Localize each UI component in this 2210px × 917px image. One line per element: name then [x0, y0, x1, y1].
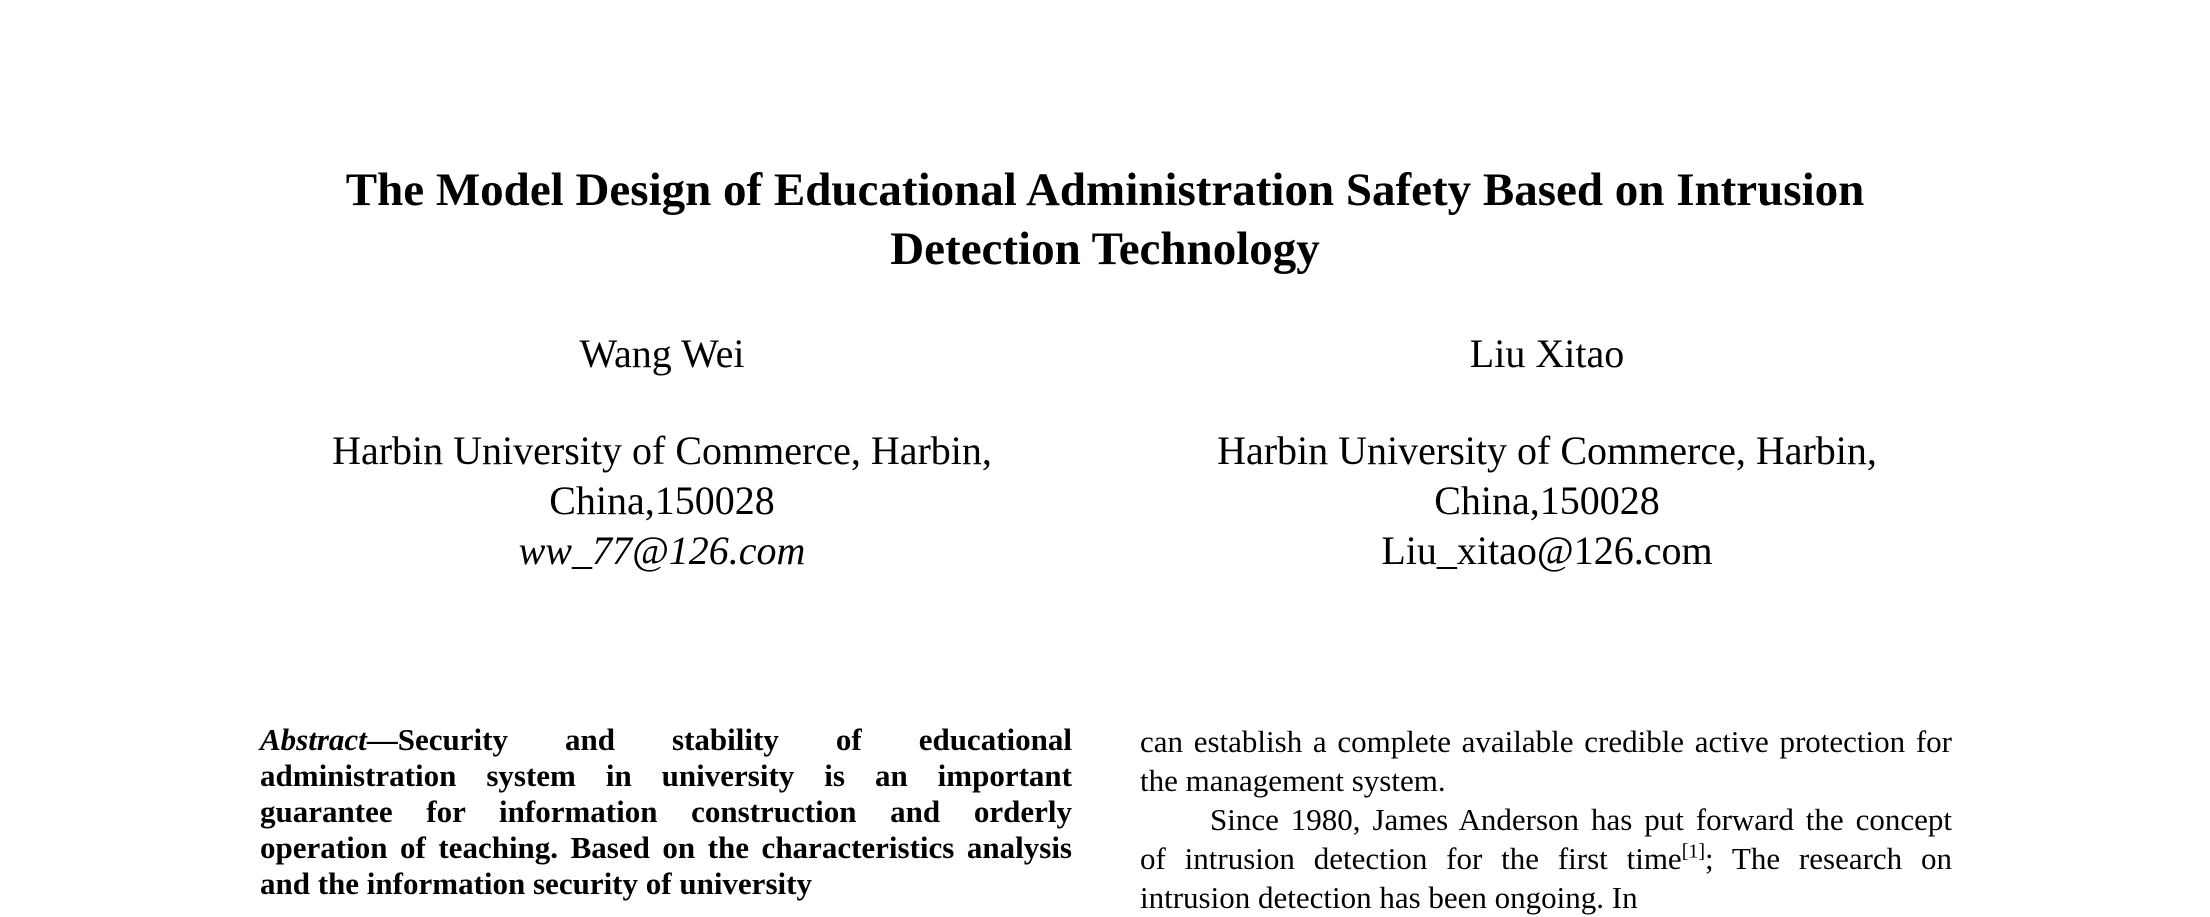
author-email: Liu_xitao@126.com — [1381, 528, 1713, 573]
body-paragraph-2-text-b: ; The research on intrusion detection has been ongoing. In — [1140, 841, 1952, 915]
abstract-text: Security and stability of educational administration system in university is an important guarantee for information construction and orderly operation of teaching. Based on the characteristics analysis and the information security of university — [260, 722, 1072, 901]
author-name: Liu Xitao — [1469, 331, 1625, 376]
author-block-1 — [212, 328, 1112, 576]
abstract-column — [260, 722, 1072, 902]
body-paragraph-1: can establish a complete available credible active protection for the management system. — [1140, 724, 1952, 798]
citation-reference: [1] — [1681, 840, 1706, 863]
abstract-paragraph — [260, 722, 1072, 902]
body-paragraph-2 — [1140, 800, 1952, 917]
body-column-right — [1140, 722, 1952, 917]
body-paragraph-2-text-a: Since 1980, James Anderson has put forward the concept of intrusion detection for the first time — [1140, 802, 1952, 876]
paper-title-line-1: The Model Design of Educational Administration Safety Based on Intrusion — [345, 164, 1865, 216]
abstract-label: Abstract — [260, 722, 367, 757]
author-affiliation-line-2: China,150028 — [549, 478, 775, 523]
author-affiliation-line-1: Harbin University of Commerce, Harbin, — [332, 428, 992, 473]
author-block-2 — [1097, 328, 1997, 576]
author-email: ww_77@126.com — [518, 528, 806, 573]
author-affiliation-line-1: Harbin University of Commerce, Harbin, — [1217, 428, 1877, 473]
author-name: Wang Wei — [579, 331, 745, 376]
abstract-dash: — — [366, 722, 398, 757]
paper-title-line-2: Detection Technology — [890, 223, 1320, 275]
author-affiliation-line-2: China,150028 — [1434, 478, 1660, 523]
